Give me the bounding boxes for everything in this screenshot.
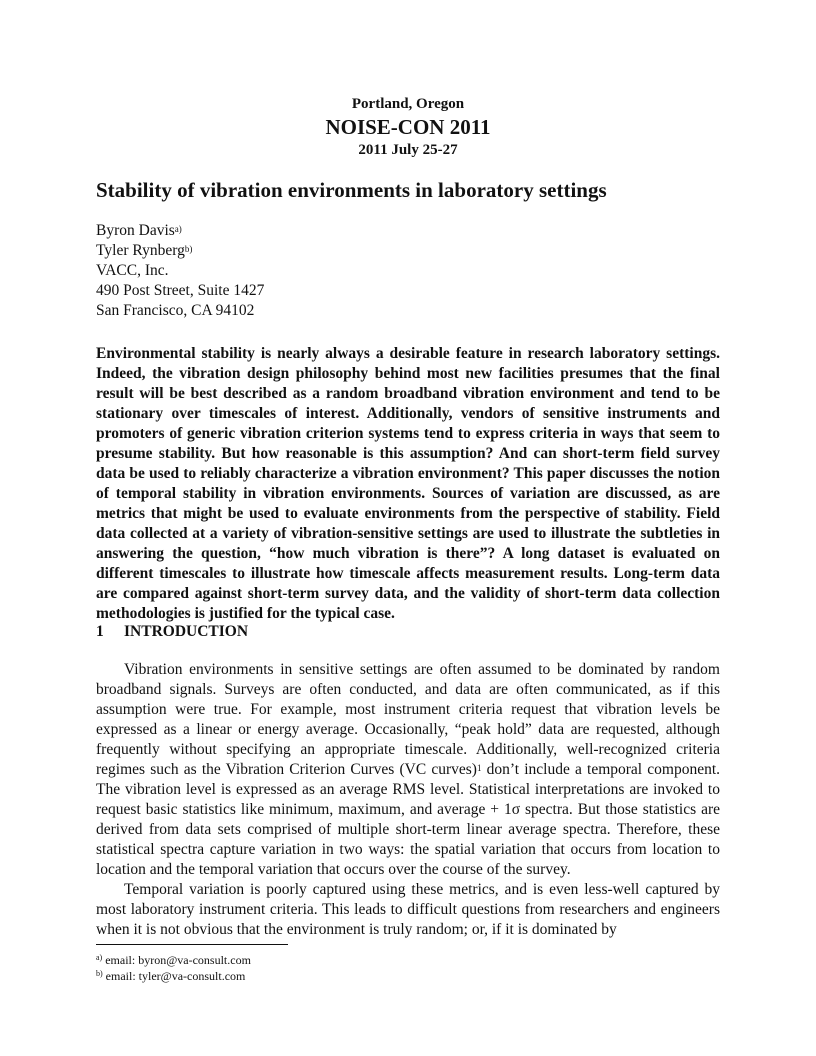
conference-name: NOISE-CON 2011 [325,115,491,139]
author-mark: b) [184,244,193,254]
footnotes [96,952,251,984]
footnote-email: email: tyler@va-consult.com [102,969,246,983]
author-name: Tyler Rynberg [96,242,185,259]
footnote-email: email: byron@va-consult.com [102,953,251,967]
footnote-divider [96,944,288,945]
section-number: 1 [96,623,104,640]
paragraph-text: Vibration environments in sensitive settings are often assumed to be dominated by random broadband signals. Surveys are often conducted, and data are often communicated, as if this assumption were true. For example, most instrument criteria request that vibration levels be expressed as a linear or energy average. Occasionally, “peak hold” data are requested, although frequently without specifying an appropriate timescale. Additionally, well-recognized criteria regimes such as the Vibration Criterion Curves (VC curves) [96,661,720,778]
footnote-mark: a) [96,953,103,962]
affiliation-org: VACC, Inc. [96,262,169,279]
affiliation-city: San Francisco, CA 94102 [96,302,255,319]
author-name: Byron Davis [96,222,175,239]
conference-location: Portland, Oregon [351,96,465,112]
paper-title: Stability of vibration environments in laboratory settings [96,178,607,202]
footnote-a [96,952,251,968]
footnote-b [96,968,251,984]
section-title: INTRODUCTION [124,623,249,640]
section-body [96,660,720,940]
author-mark: a) [174,224,182,234]
author-2 [96,241,264,261]
conference-dates: 2011 July 25-27 [358,142,458,158]
author-1 [96,221,264,241]
paragraph: Temporal variation is poorly captured using these metrics, and is even less-well captured by most laboratory instrument criteria. This leads to difficult questions from researchers and engineers when it is not obvious that the environment is truly random; or, if it is dominated by [96,881,720,938]
abstract: Environmental stability is nearly always a desirable feature in research laboratory settings. Indeed, the vibration design philosophy behind most new facilities presumes that the final result will be best described as a random broadband vibration environment and tend to be stationary over timescales of interest. Additionally, vendors of sensitive instruments and promoters of generic vibration criterion systems tend to express criteria in ways that seem to presume stability. But how reasonable is this assumption? And can short-term field survey data be used to reliably characterize a vibration environment? This paper discusses the notion of temporal stability in vibration environments. Sources of variation are discussed, as are metrics that might be used to evaluate environments from the perspective of stability. Field data collected at a variety of vibration-sensitive settings are used to illustrate the subtleties in answering the question, “how much vibration is there”? A long dataset is evaluated on different timescales to illustrate how timescale affects measurement results. Long-term data are compared against short-term survey data, and the validity of short-term data collection methodologies is justified for the typical case. [96,345,720,622]
footnote-mark: b) [96,969,103,978]
affiliation-street: 490 Post Street, Suite 1427 [96,282,265,299]
citation-mark: 1 [476,763,482,773]
paragraph-text: don’t include a temporal component. The vibration level is expressed as an average RMS level. Statistical interpretations are invoked to request basic statistics like minimum, maximum, and average + 1σ spectra. But those statistics are derived from data sets comprised of multiple short-term linear average spectra. Therefore, these statistical spectra capture variation in two ways: the spatial variation that occurs from location to location and the temporal variation that occurs over the course of the survey. [96,761,721,878]
author-block [96,221,264,321]
section-heading [96,623,248,641]
paragraph [96,660,720,880]
